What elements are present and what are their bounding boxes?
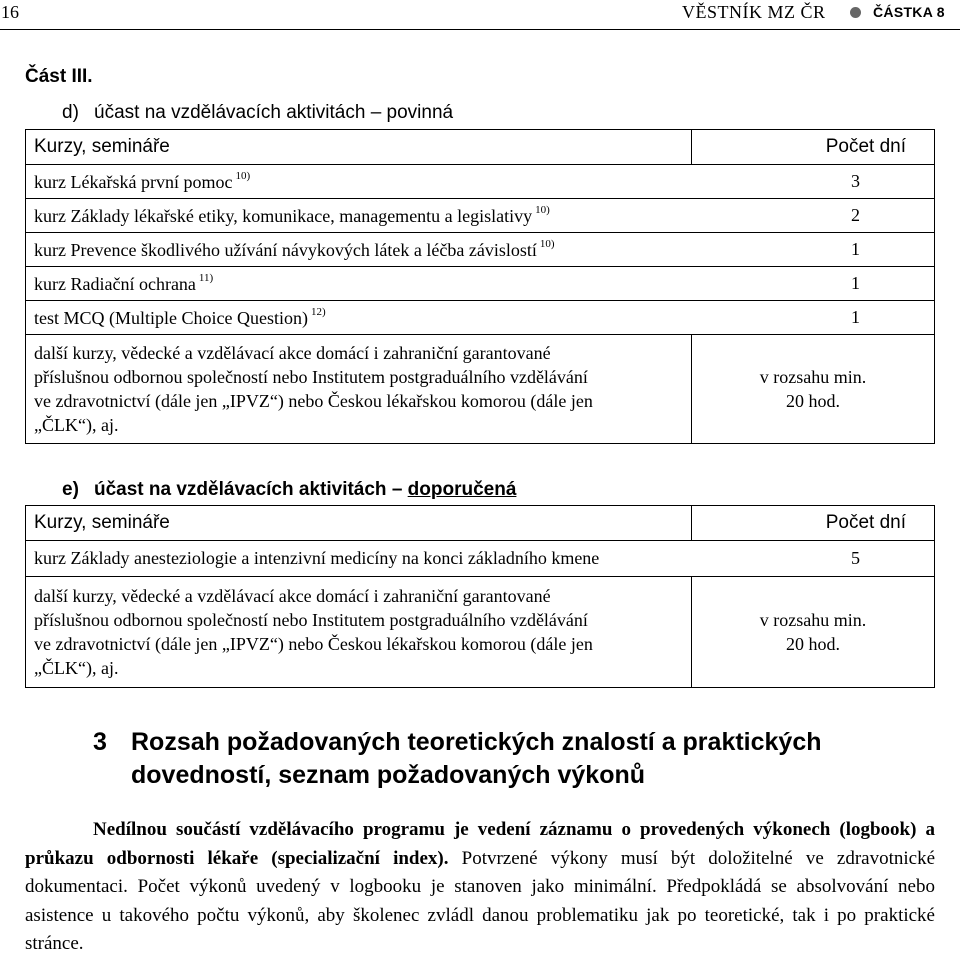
header-divider [0, 29, 960, 30]
course-days: 1 [692, 301, 935, 335]
course-name: kurz Prevence škodlivého užívání návykových látek a léčba závislostí [34, 240, 537, 260]
paragraph-bold: Nedílnou součástí vzdělávacího programu je vedení záznamu o provedených výkonech (logbook) a průkazu odbornosti lékaře (specializační index). [25, 819, 935, 869]
other-courses-days: v rozsahu min. 20 hod. [692, 577, 935, 688]
section-d-table [25, 129, 935, 444]
table-row [26, 301, 935, 335]
section-e-title-emphasis: doporučená [407, 479, 517, 500]
footnote-ref: 10) [235, 170, 251, 182]
table-row [26, 233, 935, 267]
page-header [0, 0, 960, 28]
issue-label: ČÁSTKA 8 [873, 4, 945, 20]
section-d-title-text: účast na vzdělávacích aktivitách – povinná [94, 102, 454, 123]
col-header-courses: Kurzy, semináře [26, 130, 692, 165]
chapter-title-line2: dovedností, seznam požadovaných výkonů [131, 761, 646, 789]
chapter-number: 3 [93, 728, 107, 756]
table-row [26, 199, 935, 233]
col-header-days: Počet dní [692, 130, 935, 165]
section-d-letter: d) [62, 102, 79, 123]
course-days: 3 [692, 165, 935, 199]
course-name: kurz Radiační ochrana [34, 274, 196, 294]
course-name: kurz Základy anesteziologie a intenzivní medicíny na konci základního kmene [26, 541, 692, 577]
paragraph-text: Potvrzené výkony musí být doložitelné ve zdravotnické dokumentaci. Počet výkonů uvedený v logbooku je stanoven jako minimální. Předpokládá se absolvování nebo asistence u takového počtu výkonů, aby školenec zvládl danou problematiku jak po teoretické, tak i po praktické stránce. [25, 847, 935, 954]
footnote-ref: 11) [198, 272, 214, 284]
course-name: kurz Lékařská první pomoc [34, 172, 233, 192]
course-days: 2 [692, 199, 935, 233]
footnote-ref: 10) [535, 204, 550, 216]
course-name: test MCQ (Multiple Choice Question) [34, 308, 308, 328]
col-header-courses: Kurzy, semináře [26, 506, 692, 541]
table-row [26, 267, 935, 301]
table-row [26, 577, 935, 688]
footnote-ref: 10) [539, 238, 555, 250]
footnote-ref: 12) [310, 306, 326, 318]
chapter-title-line1: Rozsah požadovaných teoretických znalostí a praktických [131, 728, 822, 756]
body-paragraph [25, 816, 935, 959]
journal-name: VĚSTNÍK MZ ČR [682, 2, 826, 22]
table-header-row [26, 506, 935, 541]
bullet-icon [850, 7, 861, 18]
section-e-letter: e) [62, 479, 79, 500]
course-name: kurz Základy lékařské etiky, komunikace, managementu a legislativy [34, 206, 533, 226]
other-courses-days: v rozsahu min. 20 hod. [692, 335, 935, 444]
course-days: 5 [692, 541, 935, 577]
chapter-heading [93, 726, 822, 792]
section-d-title [62, 102, 453, 124]
table-row [26, 165, 935, 199]
col-header-days: Počet dní [692, 506, 935, 541]
table-header-row [26, 130, 935, 165]
section-e-table [25, 505, 935, 688]
course-days: 1 [692, 233, 935, 267]
section-e-title: e) účast na vzdělávacích aktivitách – doporučená [62, 479, 517, 500]
page-number: 16 [1, 2, 19, 22]
table-row [26, 335, 935, 444]
part-label: Část III. [25, 66, 93, 87]
other-courses-text: další kurzy, vědecké a vzdělávací akce domácí i zahraniční garantované příslušnou odbornou společností nebo Institutem postgraduálního vzdělávání ve zdravotnictví (dále jen „IPVZ“) nebo Českou lékařskou komorou (dále jen „ČLK“), aj. [26, 577, 692, 688]
course-days: 1 [692, 267, 935, 301]
other-courses-text: další kurzy, vědecké a vzdělávací akce domácí i zahraniční garantované příslušnou odbornou společností nebo Institutem postgraduálního vzdělávání ve zdravotnictví (dále jen „IPVZ“) nebo Českou lékařskou komorou (dále jen „ČLK“), aj. [26, 335, 692, 444]
table-row [26, 541, 935, 577]
